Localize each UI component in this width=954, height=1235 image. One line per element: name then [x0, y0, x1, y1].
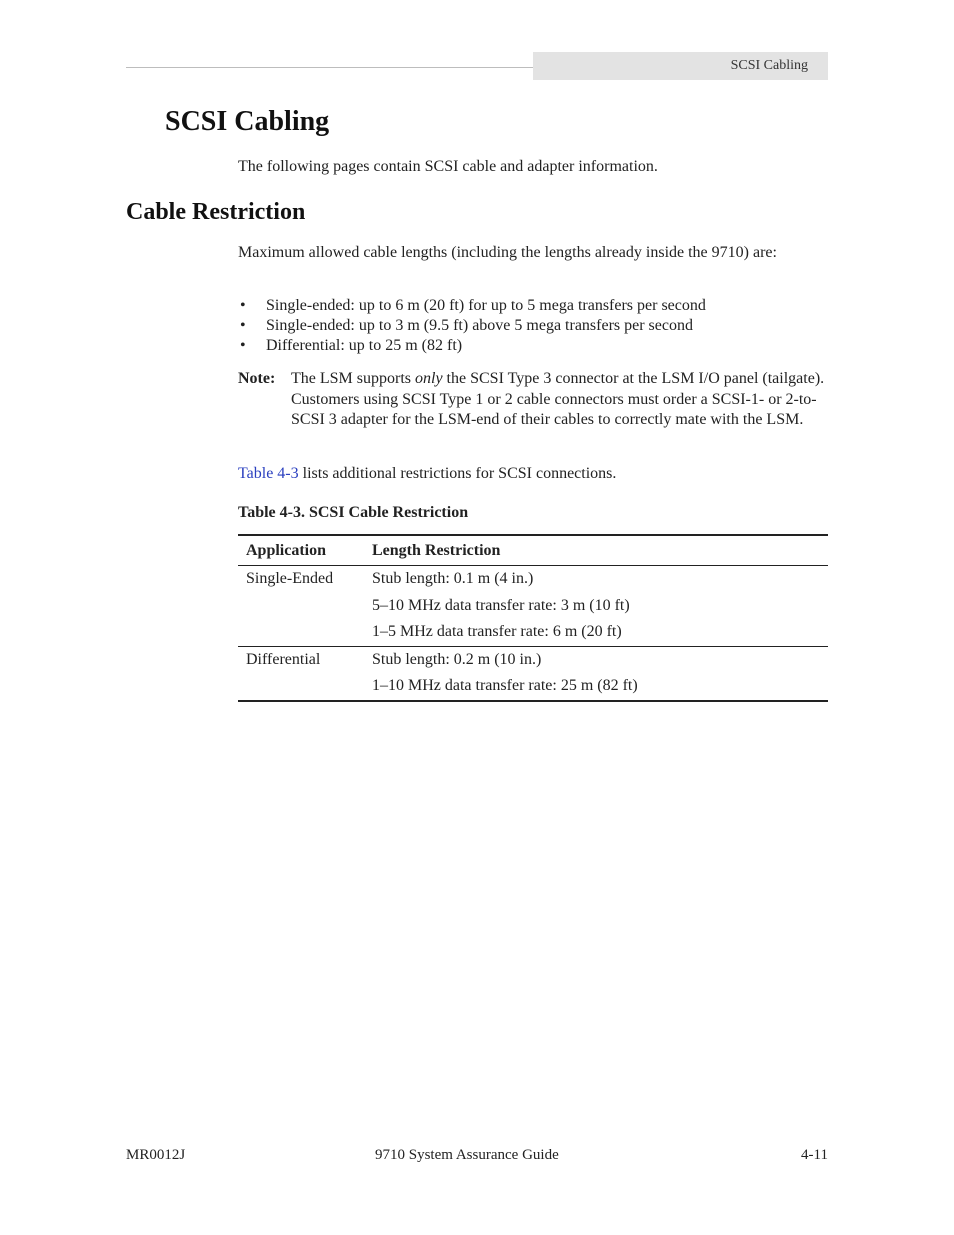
footer-page-number: 4-11 — [801, 1147, 828, 1163]
scsi-restriction-table — [238, 534, 828, 702]
table-row — [238, 646, 828, 701]
table-reference-link[interactable]: Table 4-3 — [238, 465, 299, 482]
page-title: SCSI Cabling — [165, 106, 330, 137]
table-reference-paragraph: Table 4-3 lists additional restrictions for SCSI connections. — [238, 465, 617, 482]
restriction-cell: Stub length: 0.1 m (4 in.) — [372, 570, 534, 587]
restriction-list — [238, 296, 830, 356]
note-emphasis: only — [415, 370, 443, 387]
table-row — [238, 566, 828, 647]
note-text: The LSM supports only the SCSI Type 3 connector at the LSM I/O panel (tailgate). Customers using SCSI Type 1 or 2 cable connectors must order a SCSI-1- or 2-to-SCSI 3 adapter for the LSM-end of their cables to correctly mate with the LSM. — [291, 370, 825, 428]
list-item: • Single-ended: up to 6 m (20 ft) for up to 5 mega transfers per second — [240, 297, 706, 314]
footer-doc-title: 9710 System Assurance Guide — [375, 1147, 559, 1163]
restriction-cell: 1–5 MHz data transfer rate: 6 m (20 ft) — [372, 623, 622, 640]
table-caption: Table 4-3. SCSI Cable Restriction — [238, 504, 469, 521]
bullet-icon: • — [240, 337, 246, 354]
note-label: Note: — [238, 370, 276, 387]
header-rule — [126, 67, 533, 68]
table-header-row — [238, 535, 828, 566]
restriction-cell: 1–10 MHz data transfer rate: 25 m (82 ft) — [372, 677, 638, 694]
running-header-section: SCSI Cabling — [533, 52, 828, 80]
restriction-cell: 5–10 MHz data transfer rate: 3 m (10 ft) — [372, 596, 630, 614]
intro-paragraph: The following pages contain SCSI cable and adapter information. — [238, 158, 658, 175]
list-item: • Single-ended: up to 3 m (9.5 ft) above 5 mega transfers per second — [240, 317, 693, 334]
cable-length-paragraph: Maximum allowed cable lengths (including the lengths already inside the 9710) are: — [238, 244, 777, 261]
column-header-application: Application — [246, 541, 327, 559]
section-heading: Cable Restriction — [126, 199, 306, 225]
column-header-length-restriction: Length Restriction — [372, 541, 501, 559]
application-cell: Single-Ended — [246, 570, 334, 587]
bullet-icon: • — [240, 317, 246, 334]
application-cell: Differential — [246, 650, 321, 668]
restriction-cell: Stub length: 0.2 m (10 in.) — [372, 650, 542, 668]
bullet-icon: • — [240, 297, 246, 314]
note-block — [238, 369, 830, 431]
list-item: • Differential: up to 25 m (82 ft) — [240, 337, 463, 354]
footer-doc-id: MR0012J — [126, 1147, 186, 1163]
